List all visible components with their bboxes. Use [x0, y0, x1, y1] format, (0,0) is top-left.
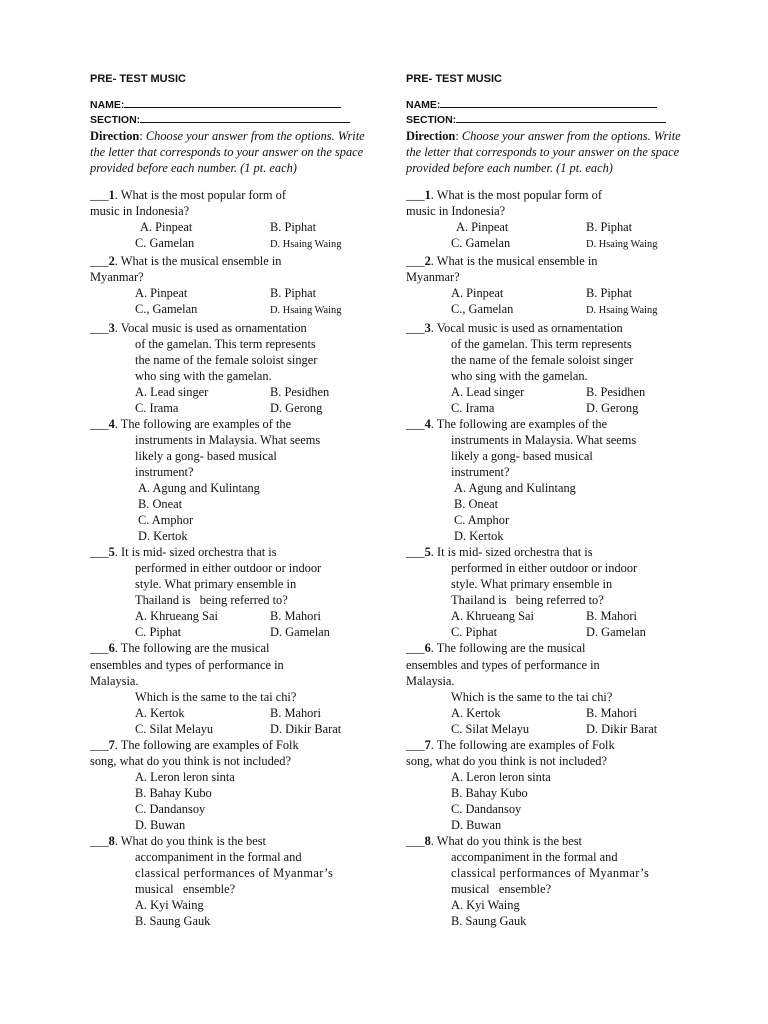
question-text: accompaniment in the formal and	[135, 850, 302, 865]
direction-text: Choose your answer from the options. Write the letter that corresponds to your answer on the space provided before each number. (1 pt. each)	[90, 129, 365, 176]
option-b: B. Mahori	[270, 609, 321, 624]
question-text: likely a gong- based musical	[451, 448, 593, 463]
question-text: Myanmar?	[406, 270, 460, 285]
question-text: of the gamelan. This term represents	[135, 336, 316, 351]
option-c: C. Irama	[135, 400, 179, 415]
question-number: 2	[108, 254, 115, 269]
option-c: C. Dandansoy	[451, 801, 522, 816]
option-b: B. Piphat	[270, 286, 317, 301]
question-text: Myanmar?	[90, 270, 144, 285]
option-c: C. Gamelan	[451, 236, 511, 251]
question-text: . The following are examples of the	[114, 416, 292, 431]
option-d: D. Hsaing Waing	[270, 239, 342, 251]
question-text: Malaysia.	[406, 673, 455, 688]
question-4	[90, 416, 382, 544]
option-c: C. Silat Melayu	[135, 721, 214, 736]
option-d: D. Gamelan	[586, 625, 646, 640]
option-b: B. Oneat	[454, 497, 499, 512]
option-b: B. Bahay Kubo	[135, 785, 212, 800]
directions: Direction: Choose your answer from the options. Write the letter that corresponds to your answer on the space provided before each number. (1 pt. each)	[406, 129, 681, 176]
answer-blank: ___	[90, 416, 109, 431]
question-text: music in Indonesia?	[90, 204, 190, 219]
question-6	[406, 640, 698, 736]
question-text: Which is the same to the tai chi?	[135, 689, 297, 704]
option-b: B. Saung Gauk	[135, 914, 211, 929]
option-d: D. Hsaing Waing	[270, 305, 342, 317]
question-text: who sing with the gamelan.	[451, 368, 588, 383]
option-a: A. Leron leron sinta	[451, 769, 551, 784]
question-6	[90, 640, 382, 736]
name-label: NAME:	[406, 99, 441, 111]
question-8	[90, 833, 382, 929]
question-2	[406, 253, 698, 319]
question-number: 3	[424, 320, 431, 335]
option-a: A. Pinpeat	[456, 220, 509, 235]
name-field	[406, 97, 698, 112]
option-d: D. Gerong	[586, 400, 639, 415]
question-text: Thailand is being referred to?	[135, 593, 288, 608]
question-text: Malaysia.	[90, 673, 139, 688]
question-text: . It is mid- sized orchestra that is	[114, 545, 277, 560]
question-number: 3	[108, 320, 115, 335]
option-a: A. Lead singer	[135, 384, 209, 399]
option-c: C. Piphat	[451, 625, 498, 640]
option-d: D. Hsaing Waing	[586, 239, 658, 251]
question-2	[90, 253, 382, 319]
question-text: . The following are examples of the	[430, 416, 608, 431]
question-number: 5	[108, 545, 115, 560]
question-text: the name of the female soloist singer	[451, 352, 634, 367]
section-field	[406, 112, 698, 127]
question-number: 2	[424, 254, 431, 269]
option-a: A. Kertok	[451, 705, 501, 720]
direction-label: Direction	[90, 129, 140, 143]
question-7	[406, 737, 698, 833]
question-text: instrument?	[135, 464, 194, 479]
question-text: Thailand is being referred to?	[451, 593, 604, 608]
question-5	[90, 544, 382, 640]
name-label: NAME:	[90, 99, 125, 111]
section-blank-line	[456, 112, 666, 123]
question-text: . What do you think is the best	[430, 834, 582, 849]
option-c: C. Silat Melayu	[451, 721, 530, 736]
option-c: C. Irama	[451, 400, 495, 415]
option-c: C. Dandansoy	[135, 801, 206, 816]
question-text: musical ensemble?	[451, 882, 552, 897]
section-label: SECTION:	[406, 114, 457, 126]
question-text: instrument?	[451, 464, 510, 479]
answer-blank: ___	[90, 641, 109, 656]
option-d: D. Kertok	[138, 529, 188, 544]
option-d: D. Kertok	[454, 529, 504, 544]
question-text: . The following are the musical	[114, 641, 270, 656]
sheet-title: PRE- TEST MUSIC	[90, 73, 186, 85]
answer-blank: ___	[406, 545, 425, 560]
question-text: . What is the musical ensemble in	[430, 254, 598, 269]
directions: Direction: Choose your answer from the options. Write the letter that corresponds to your answer on the space provided before each number. (1 pt. each)	[90, 129, 365, 176]
question-text: ensembles and types of performance in	[90, 657, 284, 672]
option-a: A. Khrueang Sai	[135, 609, 218, 624]
question-number: 6	[108, 641, 115, 656]
option-a: A. Kertok	[135, 705, 185, 720]
question-text: performed in either outdoor or indoor	[135, 561, 322, 576]
option-a: A. Agung and Kulintang	[454, 480, 576, 495]
option-a: A. Pinpeat	[451, 286, 504, 301]
option-b: B. Pesidhen	[270, 384, 330, 399]
option-d: D. Buwan	[135, 817, 186, 832]
question-number: 8	[424, 834, 431, 849]
question-text: instruments in Malaysia. What seems	[135, 432, 321, 447]
section-label: SECTION:	[90, 114, 141, 126]
name-blank-line	[124, 97, 341, 108]
question-text: ensembles and types of performance in	[406, 657, 600, 672]
question-text: performed in either outdoor or indoor	[451, 561, 638, 576]
option-c: C. Piphat	[135, 625, 182, 640]
answer-blank: ___	[406, 188, 425, 203]
question-text: style. What primary ensemble in	[451, 577, 613, 592]
answer-blank: ___	[406, 416, 425, 431]
answer-blank: ___	[90, 737, 109, 752]
question-text: . Vocal music is used as ornamentation	[114, 320, 307, 335]
question-text: of the gamelan. This term represents	[451, 336, 632, 351]
option-d: D. Hsaing Waing	[586, 305, 658, 317]
section-blank-line	[140, 112, 350, 123]
question-text: . The following are examples of Folk	[114, 737, 299, 752]
option-d: D. Buwan	[451, 817, 502, 832]
question-text: who sing with the gamelan.	[135, 368, 272, 383]
answer-blank: ___	[90, 254, 109, 269]
option-b: B. Bahay Kubo	[451, 785, 528, 800]
section-field	[90, 112, 382, 127]
question-text: accompaniment in the formal and	[451, 850, 618, 865]
question-8	[406, 833, 698, 929]
question-text: musical ensemble?	[135, 882, 236, 897]
question-text: Which is the same to the tai chi?	[451, 689, 613, 704]
question-text: song, what do you think is not included?	[90, 753, 291, 768]
option-b: B. Saung Gauk	[451, 914, 527, 929]
direction-label: Direction	[406, 129, 456, 143]
question-text: . It is mid- sized orchestra that is	[430, 545, 593, 560]
question-7	[90, 737, 382, 833]
question-1	[406, 187, 698, 253]
option-b: B. Mahori	[586, 705, 637, 720]
question-number: 5	[424, 545, 431, 560]
question-4	[406, 416, 698, 544]
question-text: . The following are the musical	[430, 641, 586, 656]
answer-blank: ___	[90, 834, 109, 849]
answer-blank: ___	[406, 641, 425, 656]
option-b: B. Pesidhen	[586, 384, 646, 399]
option-a: A. Pinpeat	[140, 220, 193, 235]
answer-blank: ___	[406, 320, 425, 335]
answer-blank: ___	[406, 737, 425, 752]
question-text: classical performances of Myanmar’s	[135, 866, 334, 881]
answer-blank: ___	[406, 254, 425, 269]
option-c: C. Amphor	[454, 513, 510, 528]
name-field	[90, 97, 382, 112]
question-text: the name of the female soloist singer	[135, 352, 318, 367]
question-text: . What is the most popular form of	[430, 188, 602, 203]
question-text: music in Indonesia?	[406, 204, 506, 219]
question-number: 7	[424, 737, 431, 752]
answer-blank: ___	[90, 320, 109, 335]
option-b: B. Piphat	[586, 286, 633, 301]
answer-blank: ___	[90, 188, 109, 203]
option-c: C. Amphor	[138, 513, 194, 528]
answer-blank: ___	[90, 545, 109, 560]
option-d: D. Gamelan	[270, 625, 330, 640]
question-number: 7	[108, 737, 115, 752]
question-text: style. What primary ensemble in	[135, 577, 297, 592]
question-text: instruments in Malaysia. What seems	[451, 432, 637, 447]
option-b: B. Mahori	[586, 609, 637, 624]
option-a: A. Agung and Kulintang	[138, 480, 260, 495]
name-blank-line	[440, 97, 657, 108]
option-d: D. Dikir Barat	[586, 721, 658, 736]
question-text: . What is the musical ensemble in	[114, 254, 282, 269]
option-d: D. Gerong	[270, 400, 323, 415]
question-number: 4	[424, 416, 431, 431]
question-5	[406, 544, 698, 640]
test-sheet-left	[90, 72, 382, 929]
question-number: 6	[424, 641, 431, 656]
question-text: . What is the most popular form of	[114, 188, 286, 203]
question-text: classical performances of Myanmar’s	[451, 866, 650, 881]
question-text: . What do you think is the best	[114, 834, 266, 849]
option-d: D. Dikir Barat	[270, 721, 342, 736]
option-a: A. Lead singer	[451, 384, 525, 399]
option-a: A. Khrueang Sai	[451, 609, 534, 624]
question-3	[90, 320, 382, 416]
question-number: 1	[108, 188, 115, 203]
option-b: B. Piphat	[270, 220, 317, 235]
question-text: song, what do you think is not included?	[406, 753, 607, 768]
test-sheet-right	[406, 72, 698, 929]
question-number: 8	[108, 834, 115, 849]
question-1	[90, 187, 382, 253]
option-c: C. Gamelan	[135, 236, 195, 251]
direction-text: Choose your answer from the options. Write the letter that corresponds to your answer on the space provided before each number. (1 pt. each)	[406, 129, 681, 176]
sheet-title: PRE- TEST MUSIC	[406, 73, 502, 85]
answer-blank: ___	[406, 834, 425, 849]
option-b: B. Oneat	[138, 497, 183, 512]
option-a: A. Kyi Waing	[451, 898, 520, 913]
question-text: . The following are examples of Folk	[430, 737, 615, 752]
question-3	[406, 320, 698, 416]
question-number: 1	[424, 188, 431, 203]
question-number: 4	[108, 416, 115, 431]
option-b: B. Piphat	[586, 220, 633, 235]
option-c: C., Gamelan	[451, 302, 514, 317]
option-a: A. Pinpeat	[135, 286, 188, 301]
question-text: likely a gong- based musical	[135, 448, 277, 463]
option-c: C., Gamelan	[135, 302, 198, 317]
question-text: . Vocal music is used as ornamentation	[430, 320, 623, 335]
option-a: A. Leron leron sinta	[135, 769, 235, 784]
option-a: A. Kyi Waing	[135, 898, 204, 913]
option-b: B. Mahori	[270, 705, 321, 720]
